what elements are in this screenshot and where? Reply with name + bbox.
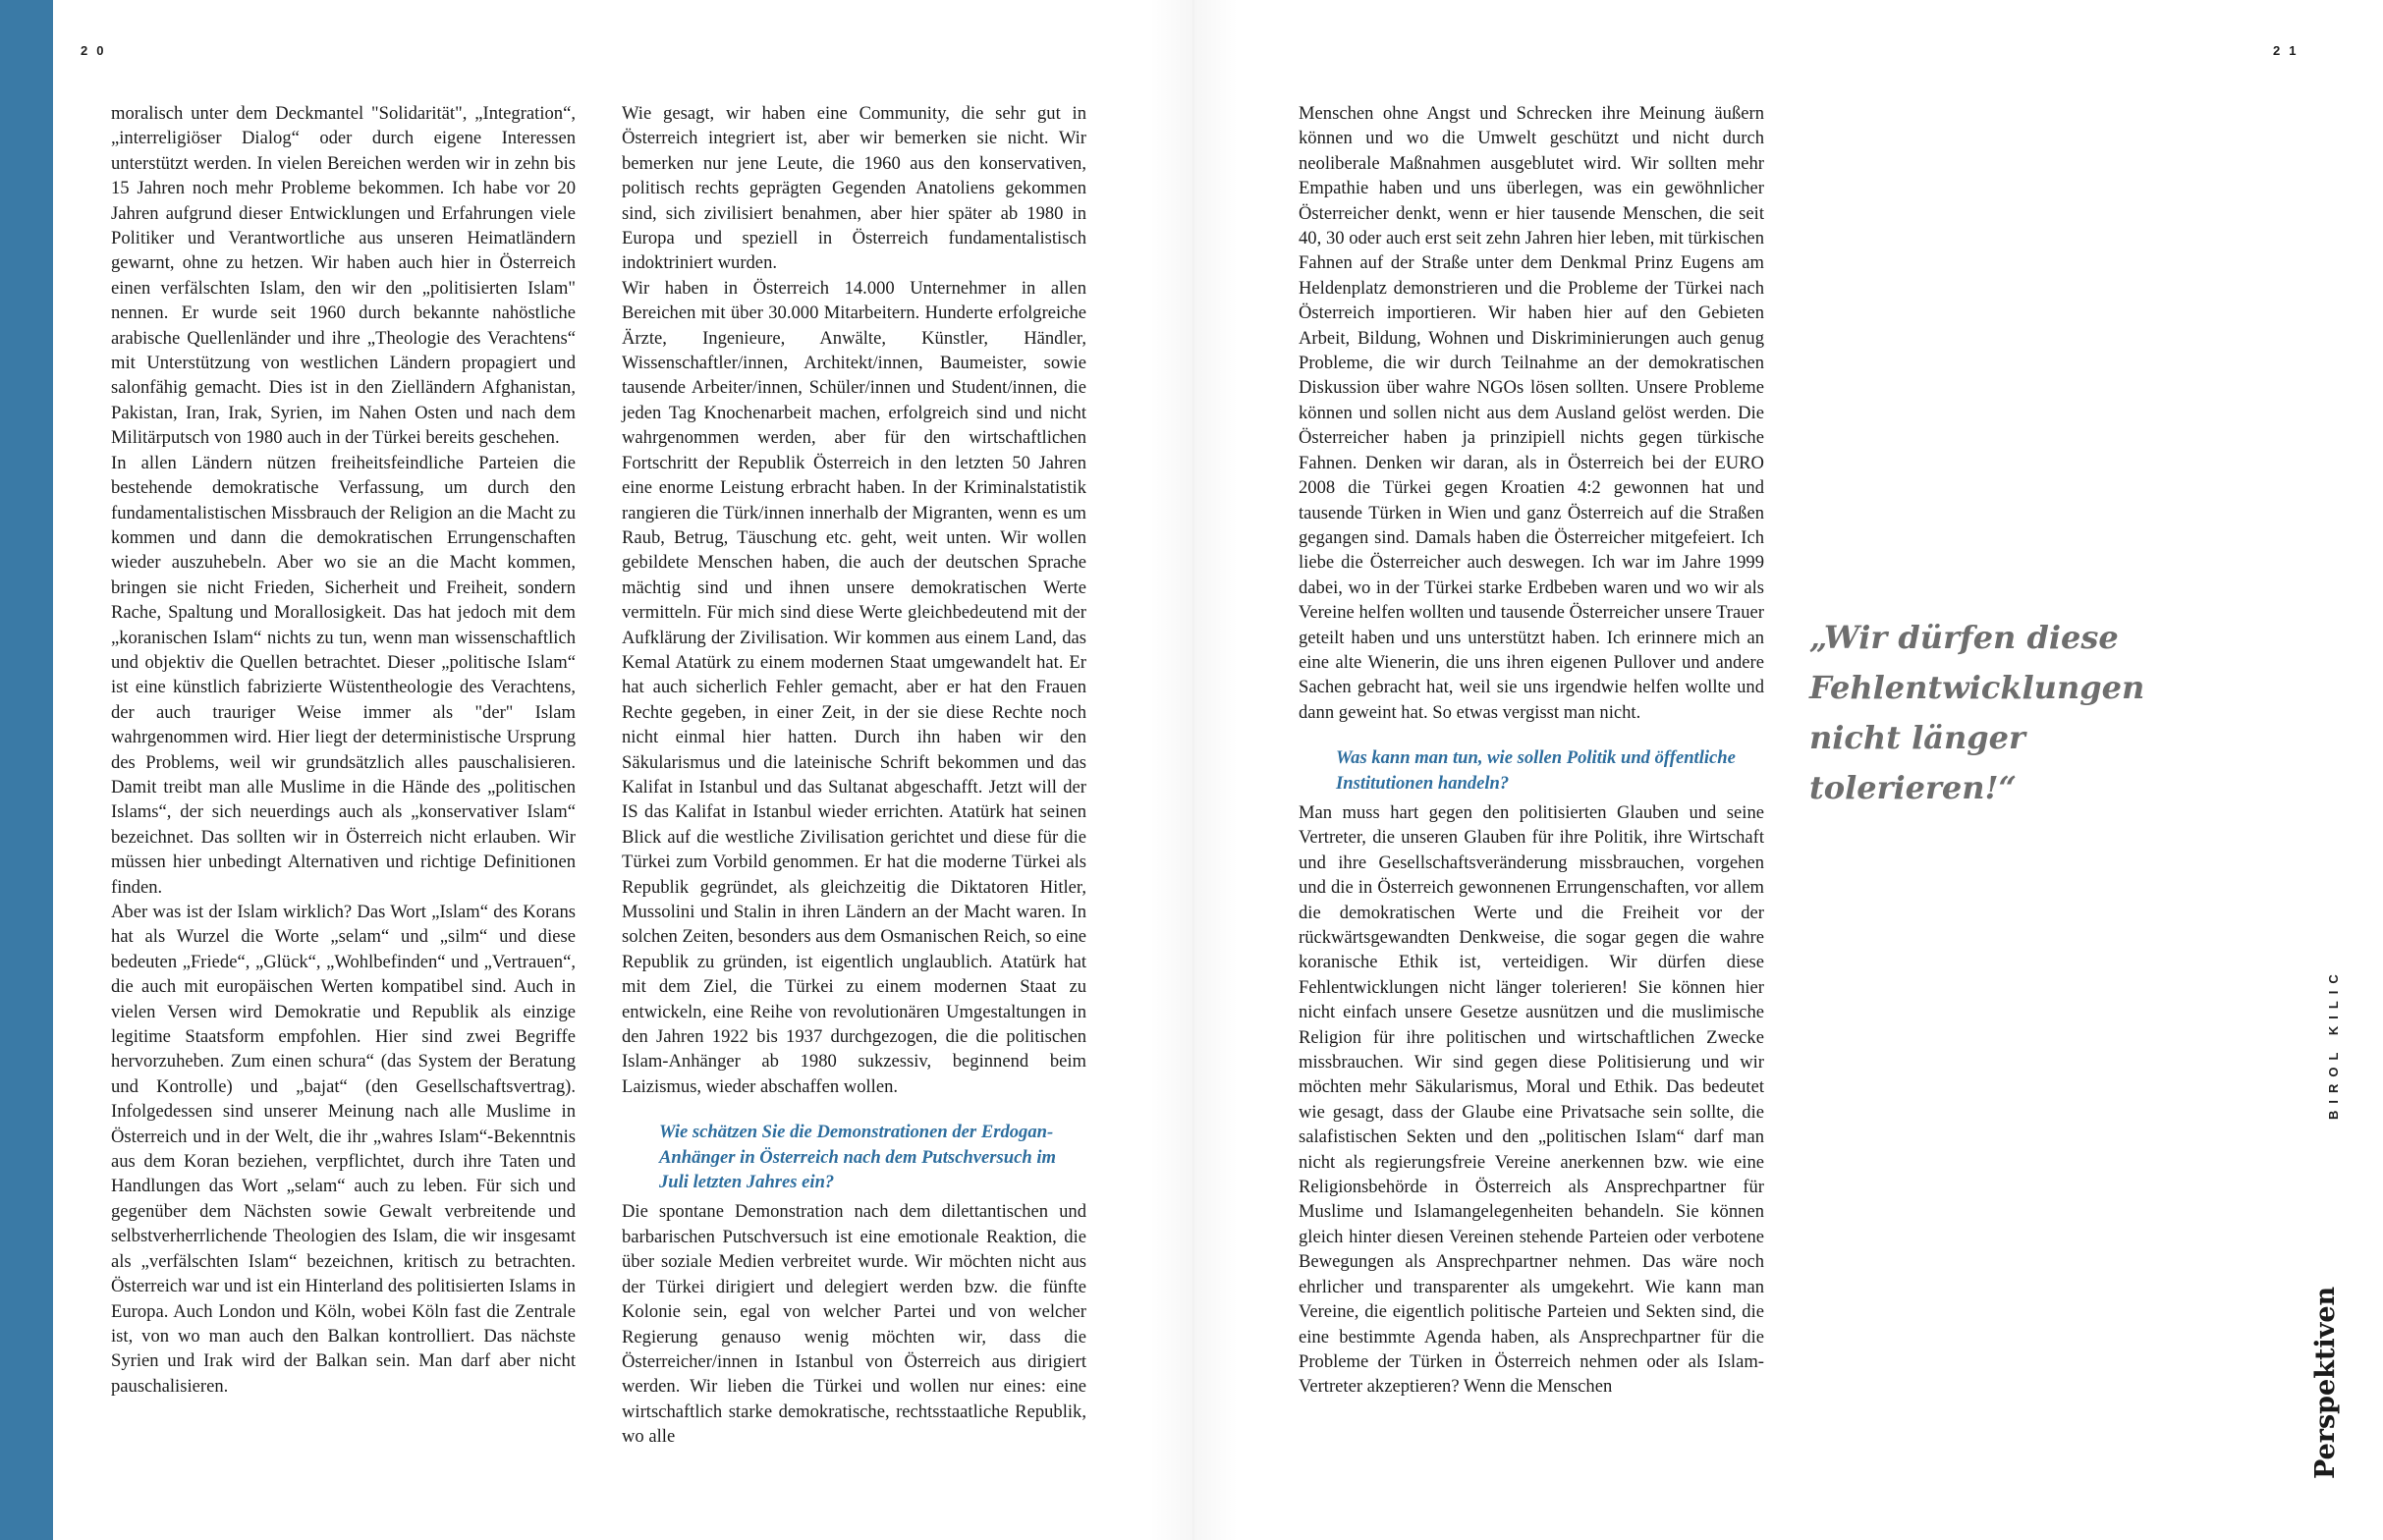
page-gutter xyxy=(1149,0,1238,1540)
interview-question: Was kann man tun, wie sollen Politik und öffentliche Institutionen handeln? xyxy=(1336,747,1736,794)
text-column-1 xyxy=(111,101,576,1399)
paragraph: moralisch unter dem Deckmantel "Solidarität", „Integration“, „interreligiöser Dialog“ oder durch eigene Interessen unterstützt werden. In vielen Bereichen werden wir in zehn bis 15 Jahren noch mehr Probleme bekommen. Ich habe vor 20 Jahren aufgrund dieser Entwicklungen und Erfahrungen viele Politiker und Verantwortliche aus unseren Heimatländern gewarnt, ohne zu hetzen. Wir haben auch hier in Österreich einen verfälschten Islam, den wir den „politisierten Islam" nennen. Er wurde seit 1960 durch bekannte nahöstliche arabische Quellenländer und ihre „Theologie des Verachtens“ mit Unterstützung von westlichen Ländern propagiert und salonfähig gemacht. Dies ist in den Zielländern Afghanistan, Pakistan, Iran, Irak, Syrien, im Nahen Osten und nach dem Militärputsch von 1980 auch in der Türkei bereits geschehen. xyxy=(111,103,576,449)
paragraph: In allen Ländern nützen freiheitsfeindliche Parteien die bestehende demokratische Verfassung, um durch den fundamentalistischen Missbrauch der Religion an die Macht zu kommen und dann die demokratischen Errungenschaften wieder auszuhebeln. Aber wo sie an die Macht kommen, bringen sie nicht Frieden, Sicherheit und Freiheit, sondern Rache, Spaltung und Morallosigkeit. Das hat jedoch mit dem „koranischen Islam“ nichts zu tun, wenn man wissenschaftlich und objektiv die Quellen betrachtet. Dieser „politische Islam“ ist eine künstlich fabrizierte Wüstentheologie des Verachtens, der auch trauriger Weise immer als "der" Islam wahrgenommen wird. Hier liegt der deterministische Ursprung des Problems, weil wir grundsätzlich alles pauschalisieren. Damit treibt man alle Muslime in die Hände des „politischen Islams“, der sich neuerdings auch als „konservativer Islam“ bezeichnet. Das sollten wir in Österreich nicht erlauben. Wir müssen hier unbedingt Alternativen und richtige Definitionen finden. xyxy=(111,452,576,898)
section-title: Perspektiven xyxy=(2310,1286,2341,1479)
author-name: BIROL KILIC xyxy=(2326,967,2341,1120)
paragraph: Wie gesagt, wir haben eine Community, die sehr gut in Österreich integriert ist, aber wir bemerken sie nicht. Wir bemerken nur jene Leute, die 1960 aus den konservativen, politisch rechts geprägten Gegenden Anatoliens gekommen sind, sich zivilisiert benahmen, aber hier später ab 1980 in Europa und speziell in Österreich fundamentalistisch indoktriniert wurden. xyxy=(622,103,1086,274)
pull-quote: „Wir dürfen diese Fehlentwicklungen nicht länger tolerieren!“ xyxy=(1809,619,2145,806)
text-column-2 xyxy=(622,101,1086,1450)
interview-question: Wie schätzen Sie die Demonstrationen der Erdogan-Anhänger in Österreich nach dem Putschversuch im Juli letzten Jahres ein? xyxy=(659,1122,1056,1193)
text-column-3 xyxy=(1299,101,1764,1400)
page-number-left: 20 xyxy=(81,43,113,58)
page-number-right: 21 xyxy=(2273,43,2305,58)
interview-answer: Man muss hart gegen den politisierten Glauben und seine Vertreter, die unseren Glauben für ihre Politik, ihre Wirtschaft und ihre Gesellschaftsveränderung missbrauchen, vorgehen und die in Österreich gewonnenen Errungenschaften, vor allem die demokratischen Werte und die Freiheit vor der rückwärtsgewandten Denkweise, die sogar gegen die wahre koranische Ethik ist, verteidigen. Wir dürfen diese Fehlentwicklungen nicht länger tolerieren! Sie können hier nicht einfach unsere Gesetze ausnützen und die muslimische Religion für ihre politischen und wirtschaftlichen Zwecke missbrauchen. Wir sind gegen diese Politisierung und wir möchten mehr Säkularismus, Moral und Ethik. Das bedeutet wie gesagt, dass der Glaube eine Privatsache sein sollte, die salafistischen Sekten und den „politischen Islam“ darf man nicht als regierungsfreie Vereine anerkennen bzw. wie eine Religionsbehörde in Österreich als Ansprechpartner für Muslime und Islamangelegenheiten behandeln. Sie können gleich hinter diesen Vereinen stehende Parteien oder verbotene Bewegungen als Ansprechpartner nehmen. Das wäre noch ehrlicher und transparenter als umgekehrt. Wie kann man Vereine, die eigentlich politische Parteien und Sekten sind, die eine bestimmte Agenda haben, als Ansprechpartner für die Probleme der Türken in Österreich nehmen oder als Islam-Vertreter akzeptieren? Wenn die Menschen xyxy=(1299,801,1764,1398)
paragraph: Aber was ist der Islam wirklich? Das Wort „Islam“ des Korans hat als Wurzel die Worte „selam“ und „silm“ und diese bedeuten „Friede“, „Glück“, „Wohlbefinden“ und „Vertrauen“, die auch mit europäischen Werten kompatibel sind. Auch in vielen Versen wird Demokratie und Republik als einzige legitime Staatsform empfohlen. Hier sind zwei Begriffe hervorzuheben. Zum einen schura“ (das System der Beratung und Kontrolle) und „bajat“ (den Gesellschaftsvertrag). Infolgedessen sind unserer Meinung nach alle Muslime in Österreich und in der Welt, die ihr „wahres Islam“-Bekenntnis aus dem Koran beziehen, verpflichtet, durch ihre Taten und Handlungen das Wort „selam“ auch zu leben. Für sich und gegenüber dem Nächsten sowie Gewalt verbreitende und selbstverherrlichende Theologien des Islam, die wir insgesamt als „verfälschten Islam“ bezeichnen, kritisch zu betrachten. Österreich war und ist ein Hinterland des politisierten Islams in Europa. Auch London und Köln, wobei Köln fast die Zentrale ist, von wo man auch den Balkan kontrolliert. Das nächste Syrien und Irak wird der Balkan sein. Man darf aber nicht pauschalisieren. xyxy=(111,902,576,1397)
page-edge-color-bar xyxy=(0,0,53,1540)
paragraph: Wir haben in Österreich 14.000 Unternehmer in allen Bereichen mit über 30.000 Mitarbeitern. Hunderte erfolgreiche Ärzte, Ingenieure, Anwälte, Künstler, Händler, Wissenschaftler/innen, Architekt/innen, Baumeister, sowie tausende Arbeiter/innen, Schüler/innen und Student/innen, die jeden Tag Knochenarbeit machen, erfolgreich sind und nicht wahrgenommen werden, aber für den wirtschaftlichen Fortschritt der Republik Österreich in den letzten 50 Jahren eine enorme Leistung erbracht haben. In der Kriminalstatistik rangieren die Türk/innen innerhalb der Migranten, wenn es um Raub, Betrug, Täuschung etc. geht, weit unten. Wir wollen gebildete Menschen haben, die auch der deutschen Sprache mächtig sind und ihnen unsere demokratischen Werte vermitteln. Für mich sind diese Werte gleichbedeutend mit der Aufklärung der Zivilisation. Wir kommen aus einem Land, das Kemal Atatürk zu einem modernen Staat umgewandelt hat. Er hat auch sicherlich Fehler gemacht, aber er hat den Frauen Rechte gegeben, in einer Zeit, in der sie diese Rechte noch nicht einmal hier hatten. Durch ihn haben wir den Säkularismus und die lateinische Schrift bekommen und das Kalifat in Istanbul und das Sultanat abgeschafft. Jetzt will der IS das Kalifat in Istanbul wieder errichten. Atatürk hat seinen Blick auf die westliche Zivilisation gerichtet und diese für die Türkei zum Vorbild genommen. Er hat die moderne Türkei als Republik gegründet, als gleichzeitig die Diktatoren Hitler, Mussolini und Stalin in ihren Ländern an der Macht waren. In solchen Zeiten, besonders aus dem Osmanischen Reich, so eine Republik zu gründen, ist eigentlich unglaublich. Atatürk hat mit dem Ziel, die Türkei zu einem modernen Staat zu entwickeln, eine Reihe von revolutionären Umgestaltungen in den Jahren 1922 bis 1937 durchgezogen, die die politischen Islam-Anhänger ab 1980 sukzessiv, beginnend beim Laizismus, wieder abschaffen wollen. xyxy=(622,277,1086,1097)
interview-answer: Die spontane Demonstration nach dem dilettantischen und barbarischen Putschversuch ist eine emotionale Reaktion, die über soziale Medien verbreitet wurde. Wir möchten nicht aus der Türkei dirigiert und delegiert werden bzw. die fünfte Kolonie sein, egal von welcher Partei und von welcher Regierung genauso wenig möchten wir, dass die Österreicher/innen in Istanbul von Österreich aus dirigiert werden. Wir lieben die Türkei und wollen nur eines: eine wirtschaftlich starke demokratische, rechtsstaatliche Republik, wo alle xyxy=(622,1201,1086,1448)
paragraph: Menschen ohne Angst und Schrecken ihre Meinung äußern können und wo die Umwelt geschützt und nicht durch neoliberale Maßnahmen ausgeblutet wird. Wir sollten mehr Empathie haben und uns überlegen, was ein gewöhnlicher Österreicher denkt, wenn er hier tausende Menschen, die seit 40, 30 oder auch erst seit zehn Jahren hier leben, mit türkischen Fahnen auf der Straße unter dem Denkmal Prinz Eugens am Heldenplatz demonstrieren und die Probleme der Türkei nach Österreich importieren. Wir haben hier auf den Gebieten Arbeit, Bildung, Wohnen und Diskriminierungen auch genug Probleme, die wir durch Teilnahme an der demokratischen Diskussion über wahre NGOs lösen sollten. Unsere Probleme können und sollen nicht aus dem Ausland gelöst werden. Die Österreicher haben ja prinzipiell nichts gegen türkische Fahnen. Denken wir daran, als in Österreich bei der EURO 2008 die Türkei gegen Kroatien 4:2 gewonnen hat und tausende Türken in Wien und ganz Österreich auf die Straßen gegangen sind. Damals haben die Österreicher mitgefeiert. Ich liebe die Österreicher auch deswegen. Ich war im Jahre 1999 dabei, wo in der Türkei starke Erdbeben waren und wo wir als Vereine helfen wollten und tausende Österreicher unsere Trauer geteilt haben und uns unterstützt haben. Ich erinnere mich an eine alte Wienerin, die uns ihren eigenen Pullover und andere Sachen gebracht hat, weil sie uns irgendwie helfen wollte und dann geweint hat. So etwas vergisst man nicht. xyxy=(1299,103,1764,723)
